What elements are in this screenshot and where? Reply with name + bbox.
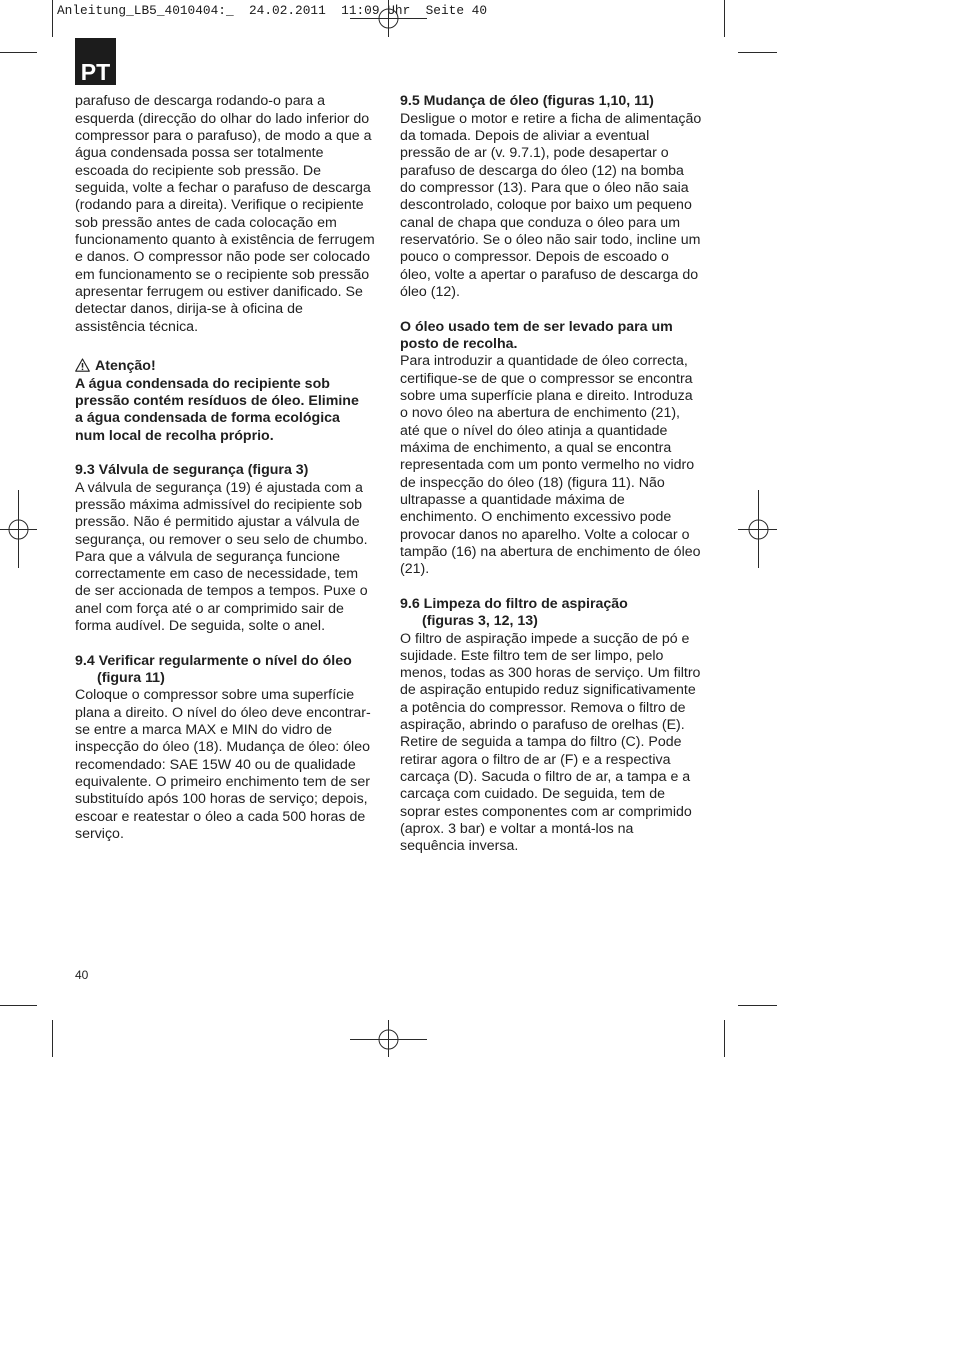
section-9-5 xyxy=(400,93,710,301)
intro-paragraph xyxy=(75,93,377,336)
text-line: O filtro de aspiração impede a sucção de pó e xyxy=(400,630,690,647)
text-line: forma audível. De seguida, solte o anel. xyxy=(75,618,326,635)
text-line: máxima de enchimento, a qual se encontra xyxy=(400,439,672,456)
warning-line: num local de recolha próprio. xyxy=(75,427,274,444)
text-line: sob pressão antes de cada colocação em xyxy=(75,214,337,231)
text-line: da tomada. Depois de aliviar a eventual xyxy=(400,127,650,144)
text-line: em funcionamento se o recipiente sob pressão xyxy=(75,266,370,283)
text-line: carcaça com cuidado. De seguida, tem de xyxy=(400,786,665,803)
text-line: A válvula de segurança (19) é ajustada com a xyxy=(75,479,363,496)
text-line: assistência técnica. xyxy=(75,318,199,335)
text-line: sujidade. Este filtro tem de ser limpo, pelo xyxy=(400,647,664,664)
crop-mark-top-right xyxy=(725,0,778,53)
section-9-6 xyxy=(400,596,710,856)
registration-mark-bottom xyxy=(350,1020,427,1057)
used-oil-notice xyxy=(400,319,710,579)
notice-bold-line: O óleo usado tem de ser levado para um xyxy=(400,318,673,335)
section-heading-continuation: (figura 11) xyxy=(97,670,165,687)
text-line: (rodando para a direita). Verifique o recipiente xyxy=(75,197,364,214)
section-heading: 9.6 Limpeza do filtro de aspiração xyxy=(400,595,628,612)
registration-mark-left xyxy=(0,490,37,568)
warning-line: pressão contém resíduos de óleo. Elimine xyxy=(75,392,359,409)
language-badge-label: PT xyxy=(80,59,111,85)
text-line: retirar agora o filtro de ar (F) e a respectiva xyxy=(400,751,671,768)
text-line: enchimento. O enchimento excessivo pode xyxy=(400,509,672,526)
text-line: Coloque o compressor sobre uma superfície xyxy=(75,687,355,704)
text-line: substituído após 100 horas de serviço; depois, xyxy=(75,791,368,808)
text-line: menos, todas as 300 horas de serviço. Um filtro xyxy=(400,665,701,682)
crop-mark-bottom-left xyxy=(0,1006,53,1058)
text-line: pressão máxima admissível do recipiente sob xyxy=(75,496,363,513)
text-line: de aspiração entupido reduz significativamente xyxy=(400,682,696,699)
crop-mark-bottom-right xyxy=(725,1006,778,1058)
text-line: escoar e reatestar o óleo a cada 500 horas de xyxy=(75,808,366,825)
warning-notice xyxy=(75,358,377,445)
text-line: detectar danos, dirija-se à oficina de xyxy=(75,301,303,318)
warning-line: A água condensada do recipiente sob xyxy=(75,375,330,392)
language-badge xyxy=(75,38,116,85)
text-line: (21). xyxy=(400,561,430,578)
notice-bold-line: posto de recolha. xyxy=(400,335,518,352)
text-line: tampão (16) na abertura de enchimento de óleo xyxy=(400,543,701,560)
text-line: certifique-se de que o compressor se encontra xyxy=(400,370,693,387)
section-heading: 9.4 Verificar regularmente o nível do óleo xyxy=(75,652,352,669)
text-line: aspiração, abrindo o parafuso de orelhas (E). xyxy=(400,717,685,734)
text-line: recomendado: SAE 15W 40 ou de qualidade xyxy=(75,756,356,773)
text-line: plana a direito. O nível do óleo deve encontrar- xyxy=(75,704,371,721)
text-line: segurança, ou remover o seu selo de chumbo. xyxy=(75,531,368,548)
warning-title: Atenção! xyxy=(95,358,156,375)
text-line: pressão de ar (v. 9.7.1), pode desapertar o xyxy=(400,145,669,162)
print-slug-line: Anleitung_LB5_4010404:_ 24.02.2011 11:09 Uhr Seite 40 xyxy=(57,3,488,18)
text-line: pouco o compressor. Depois de escoado o xyxy=(400,249,669,266)
left-column xyxy=(75,93,377,843)
text-line: escoada do recipiente sob pressão. De xyxy=(75,162,322,179)
registration-mark-right xyxy=(738,490,777,568)
text-line: seguida, volte a fechar o parafuso de descarga xyxy=(75,179,371,196)
text-line: parafuso de descarga rodando-o para a xyxy=(75,93,326,110)
text-line: ultrapasse a quantidade máxima de xyxy=(400,491,625,508)
text-line: correctamente em caso de necessidade, tem xyxy=(75,566,359,583)
text-line: óleo, volte a apertar o parafuso de descarga do xyxy=(400,266,699,283)
text-line: de inspecção do óleo (18) (figura 11). Não xyxy=(400,474,665,491)
text-line: Para introduzir a quantidade de óleo correcta, xyxy=(400,353,688,370)
text-line: esquerda (direcção do olhar do lado inferior do xyxy=(75,110,370,127)
text-line: sobre uma superfície plana e direito. Introduza xyxy=(400,387,693,404)
text-line: parafuso de descarga do óleo (12) na bomba xyxy=(400,162,684,179)
text-line: o novo óleo na abertura de enchimento (21), xyxy=(400,405,680,422)
text-line: anel com força até o ar comprimido sair de xyxy=(75,600,344,617)
section-heading: 9.3 Válvula de segurança (figura 3) xyxy=(75,462,309,479)
page-number: 40 xyxy=(75,968,89,982)
text-line: canal de chapa que conduza o óleo para um xyxy=(400,214,681,231)
text-line: reservatório. Se o óleo não sair todo, incline um xyxy=(400,231,701,248)
text-line: e danos. O compressor não pode ser colocado xyxy=(75,249,370,266)
section-heading-continuation: (figuras 3, 12, 13) xyxy=(422,613,538,630)
text-line: representada com um ponto vermelho no vidro xyxy=(400,457,695,474)
warning-line: a água condensada de forma ecológica xyxy=(75,410,340,427)
text-line: (aprox. 3 bar) e voltar a montá-los na xyxy=(400,821,634,838)
text-line: água condensada possa ser totalmente xyxy=(75,145,324,162)
text-line: carcaça (D). Sacuda o filtro de ar, a tampa e a xyxy=(400,769,691,786)
text-line: a potência do compressor. Remova o filtro de xyxy=(400,699,686,716)
warning-triangle-icon xyxy=(75,358,90,372)
text-line: provocar danos no aparelho. Volte a colocar o xyxy=(400,526,690,543)
text-line: funcionamento quanto à existência de ferrugem xyxy=(75,231,375,248)
warning-title-row xyxy=(75,358,377,375)
section-heading: 9.5 Mudança de óleo (figuras 1,10, 11) xyxy=(400,93,654,110)
text-line: se entre a marca MAX e MIN do vidro de xyxy=(75,722,333,739)
text-line: do compressor (13). Para que o óleo não saia xyxy=(400,179,689,196)
text-line: pressão. Não é permitido ajustar a válvula de xyxy=(75,514,360,531)
text-line: equivalente. O primeiro enchimento tem de ser xyxy=(75,774,370,791)
text-line: Para que a válvula de segurança funcione xyxy=(75,548,341,565)
text-line: de ser accionada de tempos a tempos. Puxe o xyxy=(75,583,368,600)
text-line: até que o nível do óleo atinja a quantidade xyxy=(400,422,668,439)
text-line: Desligue o motor e retire a ficha de alimentação xyxy=(400,110,702,127)
section-9-4 xyxy=(75,653,377,844)
text-line: serviço. xyxy=(75,826,124,843)
text-line: óleo (12). xyxy=(400,283,460,300)
crop-mark-top-left xyxy=(0,0,53,53)
text-line: soprar estes componentes com ar comprimido xyxy=(400,803,692,820)
text-line: descontrolado, coloque por baixo um pequeno xyxy=(400,197,692,214)
section-9-3 xyxy=(75,462,377,635)
text-line: inspecção do óleo (18). Mudança de óleo: óleo xyxy=(75,739,370,756)
text-line: apresentar ferrugem ou estiver danificado. Se xyxy=(75,283,363,300)
right-column xyxy=(400,93,710,855)
text-line: Retire de seguida a tampa do filtro (C). Pode xyxy=(400,734,682,751)
text-line: compressor para o parafuso), de modo a que a xyxy=(75,127,372,144)
text-line: sequência inversa. xyxy=(400,838,519,855)
